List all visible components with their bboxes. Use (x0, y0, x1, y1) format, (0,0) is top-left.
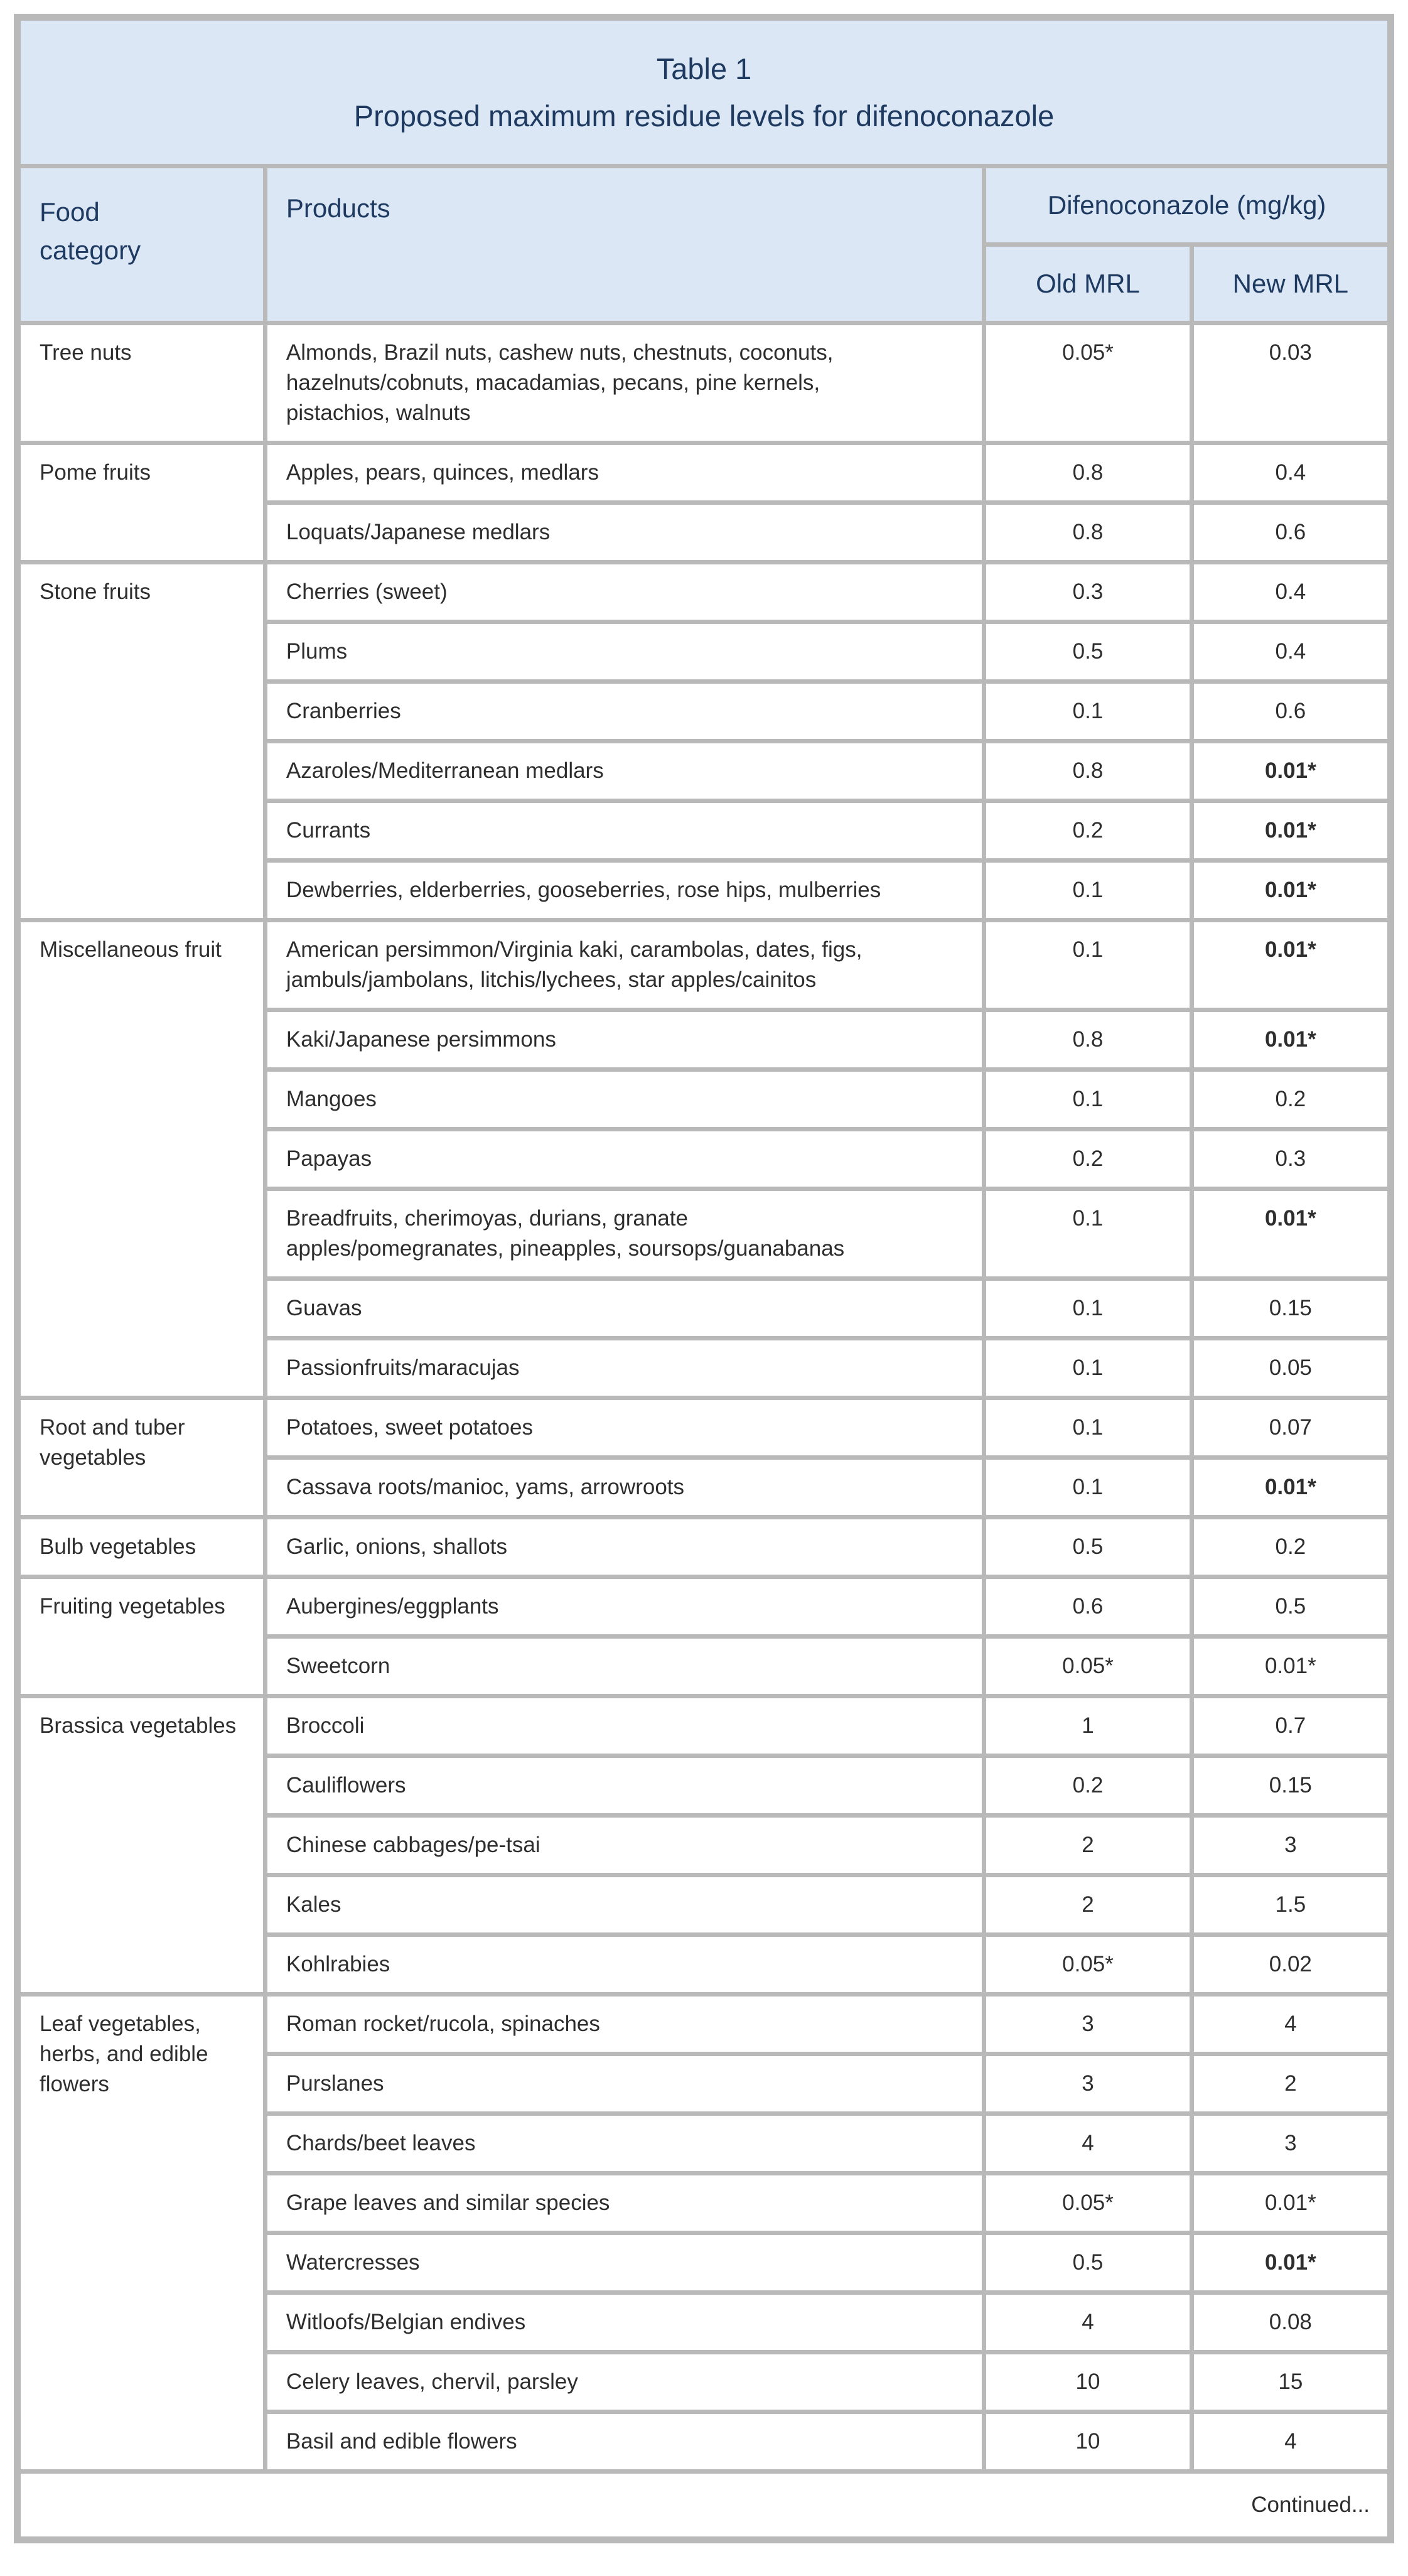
new-mrl-cell: 15 (1194, 2354, 1387, 2410)
food-category-cell: Tree nuts (21, 325, 263, 441)
table-body (21, 325, 1387, 2469)
old-mrl-cell: 4 (986, 2116, 1189, 2171)
products-cell: Chinese cabbages/pe-tsai (267, 1818, 982, 1873)
old-mrl-cell: 0.1 (986, 1340, 1189, 1396)
continued-note: Continued... (21, 2474, 1387, 2536)
new-mrl-cell: 0.3 (1194, 1131, 1387, 1187)
old-mrl-cell: 0.05* (986, 1639, 1189, 1694)
old-mrl-cell: 0.1 (986, 1191, 1189, 1276)
old-mrl-cell: 0.5 (986, 1519, 1189, 1575)
old-mrl-cell: 0.5 (986, 624, 1189, 679)
new-mrl-cell: 0.01* (1194, 863, 1387, 918)
old-mrl-cell: 0.8 (986, 1012, 1189, 1067)
old-mrl-cell: 0.1 (986, 863, 1189, 918)
old-mrl-cell: 2 (986, 1877, 1189, 1932)
new-mrl-cell: 1.5 (1194, 1877, 1387, 1932)
table-row (21, 922, 1387, 1008)
products-cell: Aubergines/eggplants (267, 1579, 982, 1634)
products-cell: Kales (267, 1877, 982, 1932)
old-mrl-cell: 3 (986, 2056, 1189, 2111)
products-cell: Azaroles/Mediterranean medlars (267, 743, 982, 799)
new-mrl-cell: 0.6 (1194, 684, 1387, 739)
old-mrl-cell: 0.2 (986, 803, 1189, 858)
old-mrl-cell: 0.8 (986, 743, 1189, 799)
food-category-cell: Brassica vegetables (21, 1698, 263, 1992)
products-cell: Plums (267, 624, 982, 679)
products-cell: Papayas (267, 1131, 982, 1187)
new-mrl-cell: 0.07 (1194, 1400, 1387, 1455)
old-mrl-cell: 0.6 (986, 1579, 1189, 1634)
products-cell: Purslanes (267, 2056, 982, 2111)
table-frame (14, 14, 1394, 2543)
new-mrl-cell: 3 (1194, 1818, 1387, 1873)
food-category-cell: Bulb vegetables (21, 1519, 263, 1575)
new-mrl-cell: 0.4 (1194, 445, 1387, 500)
food-category-cell: Root and tuber vegetables (21, 1400, 263, 1515)
old-mrl-cell: 0.2 (986, 1758, 1189, 1813)
products-cell: Loquats/Japanese medlars (267, 505, 982, 560)
products-cell: Garlic, onions, shallots (267, 1519, 982, 1575)
new-mrl-cell: 0.01* (1194, 1191, 1387, 1276)
new-mrl-cell: 0.02 (1194, 1937, 1387, 1992)
table-row (21, 325, 1387, 441)
table-title-line1: Table 1 (656, 51, 752, 85)
header-row-1 (21, 168, 1387, 242)
products-cell: Chards/beet leaves (267, 2116, 982, 2171)
old-mrl-cell: 0.05* (986, 1937, 1189, 1992)
new-mrl-cell: 0.2 (1194, 1519, 1387, 1575)
products-cell: Cauliflowers (267, 1758, 982, 1813)
footer-row (21, 2474, 1387, 2536)
old-mrl-cell: 0.3 (986, 564, 1189, 620)
products-cell: Potatoes, sweet potatoes (267, 1400, 982, 1455)
products-cell: Roman rocket/rucola, spinaches (267, 1997, 982, 2052)
old-mrl-cell: 10 (986, 2414, 1189, 2469)
new-mrl-cell: 0.4 (1194, 624, 1387, 679)
food-category-cell: Pome fruits (21, 445, 263, 560)
products-cell: Almonds, Brazil nuts, cashew nuts, chestnuts, coconuts, hazelnuts/cobnuts, macadamias, pecans, pine kernels, pistachios, walnuts (267, 325, 982, 441)
table-row (21, 1579, 1387, 1634)
products-cell: Cranberries (267, 684, 982, 739)
new-mrl-cell: 0.7 (1194, 1698, 1387, 1754)
old-mrl-cell: 0.2 (986, 1131, 1189, 1187)
new-mrl-cell: 3 (1194, 2116, 1387, 2171)
column-header-new-mrl: New MRL (1194, 247, 1387, 321)
old-mrl-cell: 0.1 (986, 922, 1189, 1008)
table-row (21, 1519, 1387, 1575)
products-cell: Cassava roots/manioc, yams, arrowroots (267, 1460, 982, 1515)
products-cell: Witloofs/Belgian endives (267, 2295, 982, 2350)
new-mrl-cell: 0.2 (1194, 1072, 1387, 1127)
mrl-table (16, 16, 1392, 2541)
new-mrl-cell: 0.01* (1194, 1639, 1387, 1694)
new-mrl-cell: 0.01* (1194, 1460, 1387, 1515)
new-mrl-cell: 0.4 (1194, 564, 1387, 620)
products-cell: Apples, pears, quinces, medlars (267, 445, 982, 500)
products-cell: American persimmon/Virginia kaki, carambolas, dates, figs, jambuls/jambolans, litchis/lychees, star apples/cainitos (267, 922, 982, 1008)
column-header-products: Products (267, 168, 982, 321)
new-mrl-cell: 0.01* (1194, 2235, 1387, 2290)
food-category-cell: Leaf vegetables, herbs, and edible flowers (21, 1997, 263, 2469)
new-mrl-cell: 0.5 (1194, 1579, 1387, 1634)
products-cell: Breadfruits, cherimoyas, durians, granate apples/pomegranates, pineapples, soursops/guanabanas (267, 1191, 982, 1276)
products-cell: Celery leaves, chervil, parsley (267, 2354, 982, 2410)
title-row (21, 21, 1387, 164)
products-cell: Passionfruits/maracujas (267, 1340, 982, 1396)
column-header-food-category: Food category (21, 168, 263, 321)
products-cell: Kaki/Japanese persimmons (267, 1012, 982, 1067)
new-mrl-cell: 0.15 (1194, 1758, 1387, 1813)
new-mrl-cell: 0.01* (1194, 803, 1387, 858)
new-mrl-cell: 4 (1194, 2414, 1387, 2469)
new-mrl-cell: 4 (1194, 1997, 1387, 2052)
products-cell: Grape leaves and similar species (267, 2175, 982, 2231)
old-mrl-cell: 0.05* (986, 325, 1189, 441)
food-category-cell: Miscellaneous fruit (21, 922, 263, 1396)
new-mrl-cell: 0.05 (1194, 1340, 1387, 1396)
new-mrl-cell: 0.08 (1194, 2295, 1387, 2350)
old-mrl-cell: 1 (986, 1698, 1189, 1754)
old-mrl-cell: 0.1 (986, 1400, 1189, 1455)
products-cell: Guavas (267, 1281, 982, 1336)
new-mrl-cell: 0.01* (1194, 922, 1387, 1008)
products-cell: Dewberries, elderberries, gooseberries, rose hips, mulberries (267, 863, 982, 918)
products-cell: Cherries (sweet) (267, 564, 982, 620)
products-cell: Basil and edible flowers (267, 2414, 982, 2469)
old-mrl-cell: 0.8 (986, 505, 1189, 560)
old-mrl-cell: 10 (986, 2354, 1189, 2410)
old-mrl-cell: 0.1 (986, 1072, 1189, 1127)
food-category-cell: Stone fruits (21, 564, 263, 918)
column-header-difenoconazole: Difenoconazole (mg/kg) (986, 168, 1387, 242)
table-row (21, 564, 1387, 620)
old-mrl-cell: 0.8 (986, 445, 1189, 500)
products-cell: Mangoes (267, 1072, 982, 1127)
old-mrl-cell: 0.5 (986, 2235, 1189, 2290)
new-mrl-cell: 2 (1194, 2056, 1387, 2111)
table-title (21, 21, 1387, 164)
products-cell: Watercresses (267, 2235, 982, 2290)
new-mrl-cell: 0.01* (1194, 743, 1387, 799)
products-cell: Currants (267, 803, 982, 858)
old-mrl-cell: 0.1 (986, 684, 1189, 739)
table-row (21, 1997, 1387, 2052)
food-category-cell: Fruiting vegetables (21, 1579, 263, 1694)
old-mrl-cell: 4 (986, 2295, 1189, 2350)
old-mrl-cell: 2 (986, 1818, 1189, 1873)
old-mrl-cell: 3 (986, 1997, 1189, 2052)
products-cell: Sweetcorn (267, 1639, 982, 1694)
table-row (21, 1698, 1387, 1754)
new-mrl-cell: 0.01* (1194, 2175, 1387, 2231)
table-title-line2: Proposed maximum residue levels for difenoconazole (353, 99, 1055, 132)
new-mrl-cell: 0.6 (1194, 505, 1387, 560)
table-row (21, 1400, 1387, 1455)
new-mrl-cell: 0.15 (1194, 1281, 1387, 1336)
products-cell: Broccoli (267, 1698, 982, 1754)
column-header-old-mrl: Old MRL (986, 247, 1189, 321)
products-cell: Kohlrabies (267, 1937, 982, 1992)
old-mrl-cell: 0.05* (986, 2175, 1189, 2231)
old-mrl-cell: 0.1 (986, 1460, 1189, 1515)
new-mrl-cell: 0.01* (1194, 1012, 1387, 1067)
table-row (21, 445, 1387, 500)
new-mrl-cell: 0.03 (1194, 325, 1387, 441)
old-mrl-cell: 0.1 (986, 1281, 1189, 1336)
